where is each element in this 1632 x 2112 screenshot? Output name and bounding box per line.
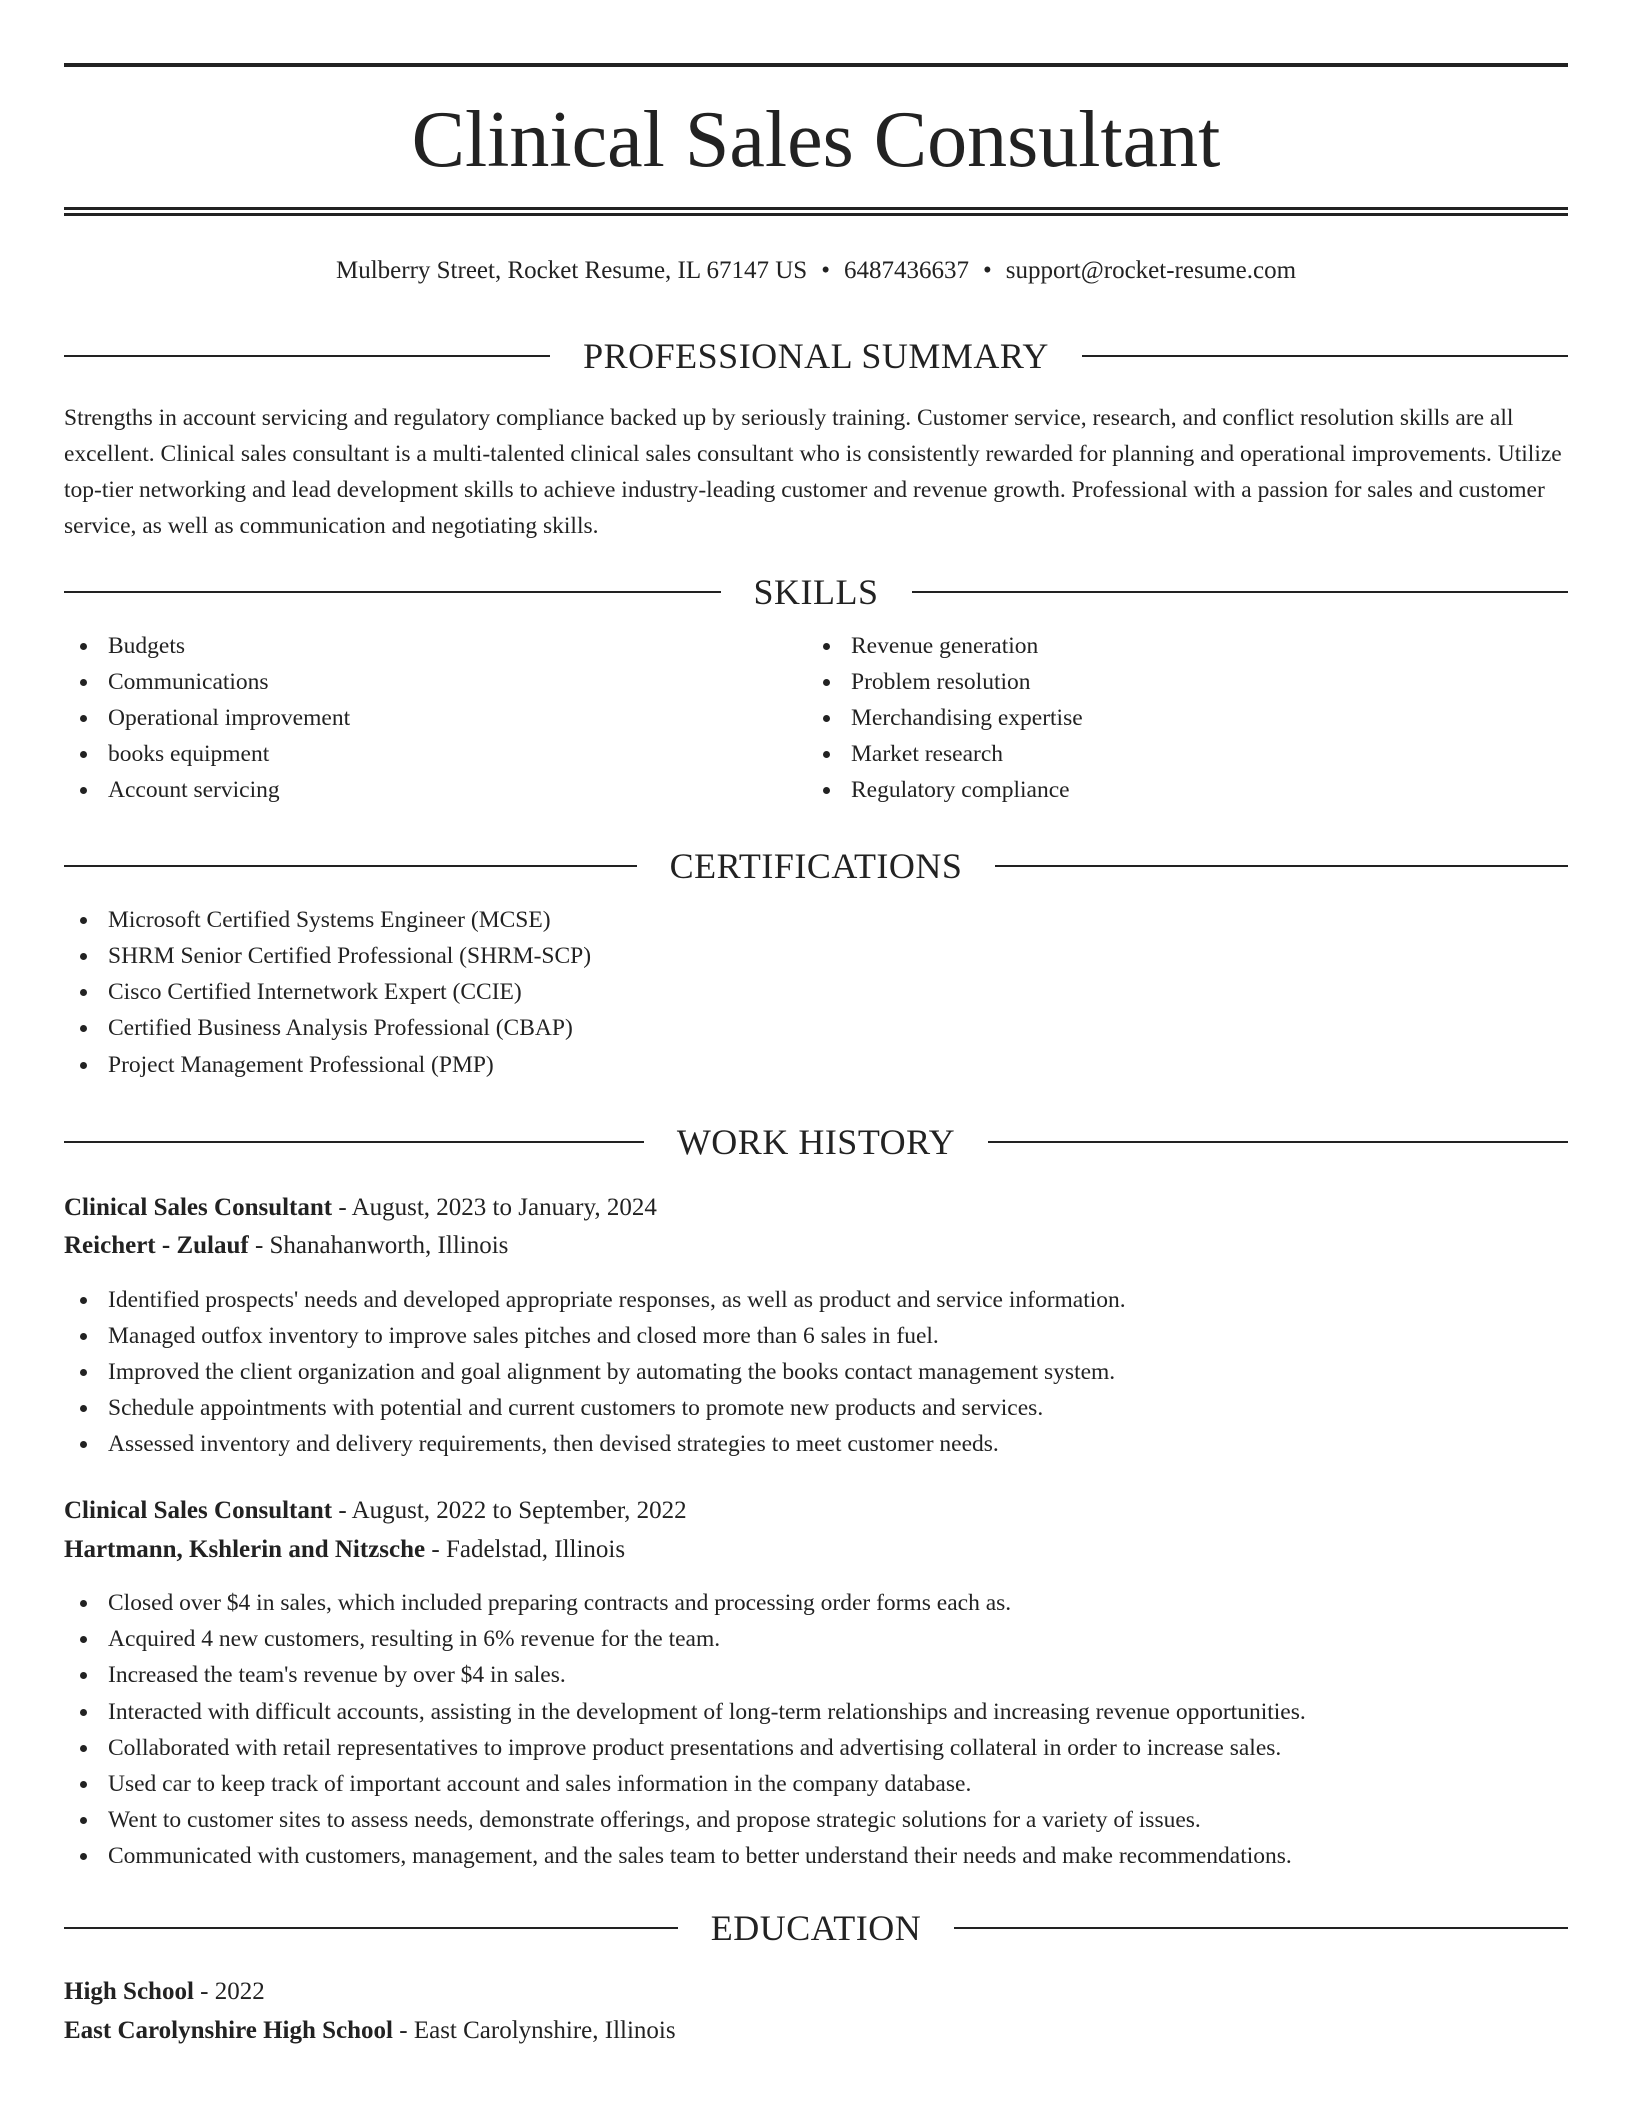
heading-rule-right — [988, 1141, 1568, 1143]
skill-item: Regulatory compliance — [807, 772, 1083, 808]
heading-rule-right — [1082, 355, 1568, 357]
heading-rule-left — [64, 591, 721, 593]
certification-item: Cisco Certified Internetwork Expert (CCIE) — [64, 974, 591, 1010]
education-location: East Carolynshire, Illinois — [413, 2017, 676, 2044]
job-bullet: Collaborated with retail representatives to improve product presentations and advertising collateral in order to increase sales. — [64, 1730, 1306, 1766]
job-bullet: Increased the team's revenue by over $4 in sales. — [64, 1657, 1306, 1693]
job-dates: August, 2023 to January, 2024 — [351, 1194, 657, 1221]
job-bullet: Interacted with difficult accounts, assisting in the development of long-term relationships and increasing revenue opportunities. — [64, 1694, 1306, 1730]
education-year: 2022 — [214, 1978, 265, 2005]
job-company-line: Reichert - Zulauf - Shanahanworth, Illinois — [64, 1232, 509, 1259]
skill-item: Market research — [807, 736, 1083, 772]
work-history-heading-label: WORK HISTORY — [676, 1122, 956, 1162]
job-bullet: Acquired 4 new customers, resulting in 6% revenue for the team. — [64, 1621, 1306, 1657]
skills-heading-label: SKILLS — [753, 572, 879, 612]
job-company: Hartmann, Kshlerin and Nitzsche — [64, 1536, 426, 1563]
heading-rule-right — [954, 1927, 1568, 1929]
skill-item: books equipment — [64, 736, 350, 772]
job-bullet: Went to customer sites to assess needs, demonstrate offerings, and propose strategic solutions for a variety of issues. — [64, 1802, 1306, 1838]
skill-item: Revenue generation — [807, 628, 1083, 664]
skill-item: Operational improvement — [64, 700, 350, 736]
resume-title: Clinical Sales Consultant — [411, 96, 1221, 184]
education-degree: High School — [64, 1978, 194, 2005]
job-location: Fadelstad, Illinois — [445, 1536, 626, 1563]
job-bullet: Used car to keep track of important account and sales information in the company database. — [64, 1766, 1306, 1802]
contact-separator: • — [982, 257, 992, 284]
contact-phone: 6487436637 — [843, 257, 969, 284]
heading-rule-right — [995, 865, 1568, 867]
certification-item: Project Management Professional (PMP) — [64, 1047, 591, 1083]
skills-list-right — [807, 628, 1083, 808]
contact-email: support@rocket-resume.com — [1005, 257, 1297, 284]
job-bullet: Schedule appointments with potential and current customers to promote new products and services. — [64, 1390, 1126, 1426]
job-bullet: Assessed inventory and delivery requirements, then devised strategies to meet customer needs. — [64, 1426, 1126, 1462]
heading-rule-left — [64, 355, 550, 357]
contact-address: Mulberry Street, Rocket Resume, IL 67147 US — [335, 257, 808, 284]
top-rule — [64, 63, 1568, 67]
skills-heading — [64, 569, 1568, 615]
skill-item: Merchandising expertise — [807, 700, 1083, 736]
job-bullets — [64, 1585, 1306, 1874]
job-title: Clinical Sales Consultant — [64, 1497, 333, 1524]
job-title: Clinical Sales Consultant — [64, 1194, 333, 1221]
certification-item: SHRM Senior Certified Professional (SHRM-SCP) — [64, 938, 591, 974]
job-title-line: Clinical Sales Consultant - August, 2022 to September, 2022 — [64, 1497, 687, 1524]
certifications-heading-label: CERTIFICATIONS — [669, 846, 963, 886]
certification-item: Certified Business Analysis Professional (CBAP) — [64, 1010, 591, 1046]
job-company: Reichert - Zulauf — [64, 1232, 249, 1259]
job-bullet: Closed over $4 in sales, which included preparing contracts and processing order forms each as. — [64, 1585, 1306, 1621]
skill-item: Budgets — [64, 628, 350, 664]
heading-rule-left — [64, 1141, 644, 1143]
contact-line — [64, 254, 1568, 288]
heading-rule-left — [64, 865, 637, 867]
skills-list-left — [64, 628, 350, 808]
job-bullet: Managed outfox inventory to improve sales pitches and closed more than 6 sales in fuel. — [64, 1318, 1126, 1354]
education-heading — [64, 1905, 1568, 1951]
job-dates: August, 2022 to September, 2022 — [351, 1497, 687, 1524]
certifications-list — [64, 902, 591, 1083]
education-heading-label: EDUCATION — [710, 1908, 922, 1948]
education-school-line: East Carolynshire High School - East Carolynshire, Illinois — [64, 2017, 676, 2044]
certifications-heading — [64, 843, 1568, 889]
education-school: East Carolynshire High School — [64, 2017, 393, 2044]
work-history-heading — [64, 1119, 1568, 1165]
job-company-line: Hartmann, Kshlerin and Nitzsche - Fadelstad, Illinois — [64, 1536, 626, 1563]
certification-item: Microsoft Certified Systems Engineer (MCSE) — [64, 902, 591, 938]
heading-rule-left — [64, 1927, 678, 1929]
skill-item: Communications — [64, 664, 350, 700]
title-double-rule — [64, 207, 1568, 216]
skill-item: Problem resolution — [807, 664, 1083, 700]
summary-heading — [64, 333, 1568, 379]
summary-heading-label: PROFESSIONAL SUMMARY — [583, 336, 1049, 376]
contact-separator: • — [821, 257, 830, 284]
summary-text: Strengths in account servicing and regulatory compliance backed up by seriously training. Customer service, research, and conflict resolution skills are all excellent. Clinical sales consultant is a multi-talented clinical sales consultant who is consistently rewarded for planning and operational improvements. Utilize top-tier networking and lead development skills to achieve industry-leading customer and revenue growth. Professional with a passion for sales and customer service, as well as communication and negotiating skills. — [64, 405, 1562, 539]
job-title-line: Clinical Sales Consultant - August, 2023 to January, 2024 — [64, 1194, 657, 1221]
heading-rule-right — [912, 591, 1569, 593]
job-bullet: Communicated with customers, management, and the sales team to better understand their needs and make recommendations. — [64, 1838, 1306, 1874]
skill-item: Account servicing — [64, 772, 350, 808]
job-bullets — [64, 1282, 1126, 1462]
job-bullet: Identified prospects' needs and developed appropriate responses, as well as product and service information. — [64, 1282, 1126, 1318]
education-degree-line: High School - 2022 — [64, 1978, 265, 2005]
job-bullet: Improved the client organization and goal alignment by automating the books contact management system. — [64, 1354, 1126, 1390]
job-location: Shanahanworth, Illinois — [269, 1232, 509, 1259]
